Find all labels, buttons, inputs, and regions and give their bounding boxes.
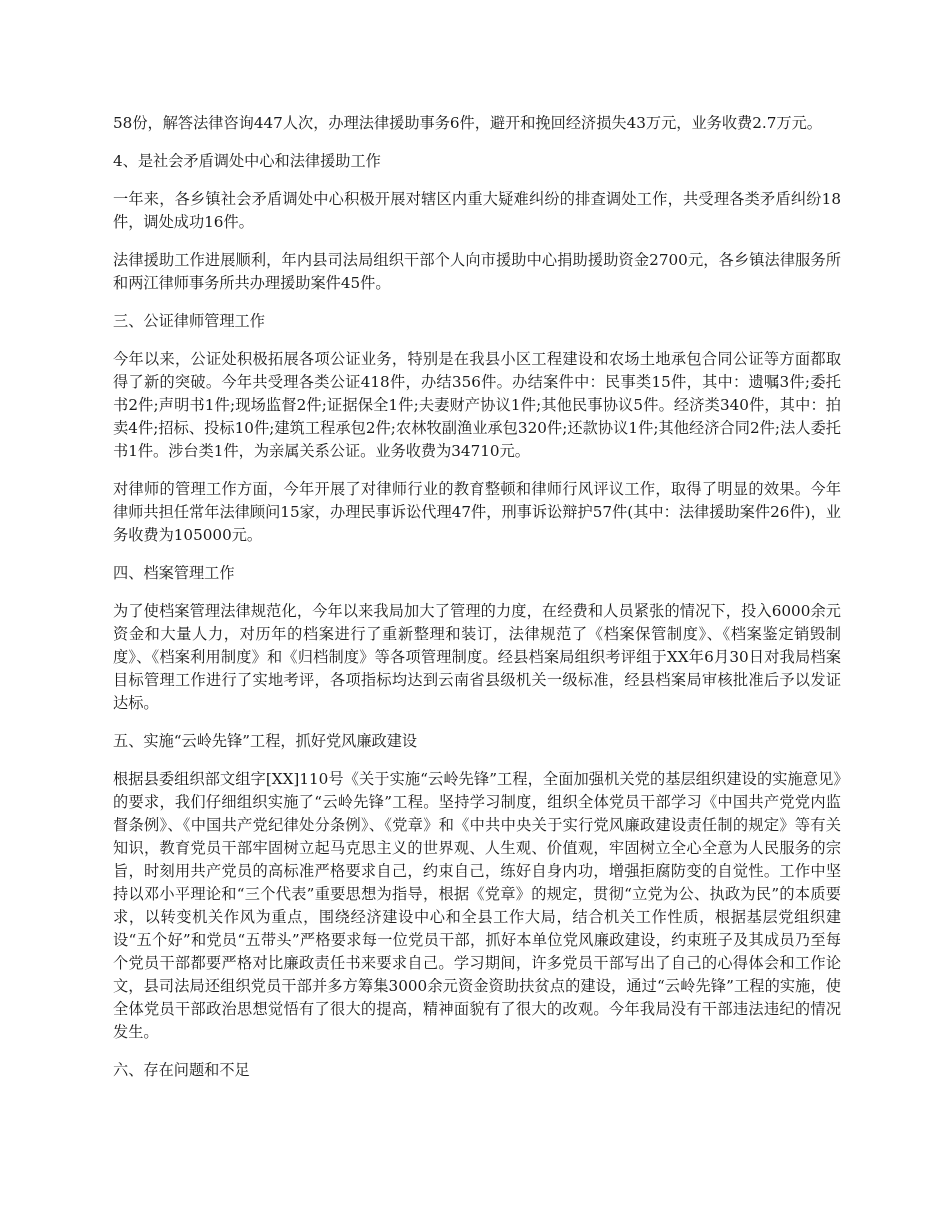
document-page — [113, 112, 841, 1097]
heading-archive-management: 四、档案管理工作 — [113, 564, 235, 582]
heading-problems-shortcomings: 六、存在问题和不足 — [113, 1061, 250, 1079]
paragraph-legal-aid-stats: 58份，解答法律咨询447人次，办理法律援助事务6件，避开和挽回经济损失43万元，业务收费2.7万元。 — [113, 114, 822, 132]
paragraph-mediation-disputes: 一年来，各乡镇社会矛盾调处中心积极开展对辖区内重大疑难纠纷的排查调处工作，共受理各类矛盾纠纷18件，调处成功16件。 — [113, 190, 841, 231]
paragraph-notary-business: 今年以来，公证处积极拓展各项公证业务，特别是在我县小区工程建设和农场土地承包合同公证等方面都取得了新的突破。今年共受理各类公证418件，办结356件。办结案件中：民事类15件，其中：遗嘱3件;委托书2件;声明书1件;现场监督2件;证据保全1件;夫妻财产协议1件;其他民事协议5件。经济类340件，其中：拍卖4件;招标、投标10件;建筑工程承包2件;农林牧副渔业承包320件;还款协议1件;其他经济合同2件;法人委托书1件。涉台类1件，为亲属关系公证。业务收费为34710元。 — [113, 350, 841, 460]
paragraph-yunling-pioneer: 根据县委组织部文组字[XX]110号《关于实施“云岭先锋”工程，全面加强机关党的基层组织建设的实施意见》的要求，我们仔细组织实施了“云岭先锋”工程。坚持学习制度，组织全体党员干部学习《中国共产党党内监督条例》、《中国共产党纪律处分条例》、《党章》和《中共中央关于实行党风廉政建设责任制的规定》等有关知识，教育党员干部牢固树立起马克思主义的世界观、人生观、价值观，牢固树立全心全意为人民服务的宗旨，时刻用共产党员的高标准严格要求自己，约束自己，练好自身内功，增强拒腐防变的自觉性。工作中坚持以邓小平理论和“三个代表”重要思想为指导，根据《党章》的规定，贯彻“立党为公、执政为民”的本质要求，以转变机关作风为重点，围绕经济建设中心和全县工作大局，结合机关工作性质，根据基层党组织建设“五个好”和党员“五带头”严格要求每一位党员干部，抓好本单位党风廉政建设，约束班子及其成员乃至每个党员干部都要严格对比廉政责任书来要求自己。学习期间，许多党员干部写出了自己的心得体会和工作论文，县司法局还组织党员干部并多方筹集3000余元资金资助扶贫点的建设，通过“云岭先锋”工程的实施，使全体党员干部政治思想觉悟有了很大的提高，精神面貌有了很大的改观。今年我局没有干部违法违纪的情况发生。 — [113, 770, 841, 1041]
heading-yunling-pioneer: 五、实施“云岭先锋”工程，抓好党风廉政建设 — [113, 732, 418, 750]
paragraph-lawyer-management: 对律师的管理工作方面，今年开展了对律师行业的教育整顿和律师行风评议工作，取得了明显的效果。今年律师共担任常年法律顾问15家，办理民事诉讼代理47件，刑事诉讼辩护57件(其中：法律援助案件26件)，业务收费为105000元。 — [113, 480, 841, 544]
paragraph-archive-management: 为了使档案管理法律规范化，今年以来我局加大了管理的力度，在经费和人员紧张的情况下，投入6000余元资金和大量人力，对历年的档案进行了重新整理和装订，法律规范了《档案保管制度》、《档案鉴定销毁制度》、《档案利用制度》和《归档制度》等各项管理制度。经县档案局组织考评组于XX年6月30日对我局档案目标管理工作进行了实地考评，各项指标均达到云南省县级机关一级标准，经县档案局审核批准后予以发证达标。 — [113, 602, 841, 712]
heading-mediation-center: 4、是社会矛盾调处中心和法律援助工作 — [113, 152, 381, 170]
paragraph-legal-aid-funding: 法律援助工作进展顺利，年内县司法局组织干部个人向市援助中心捐助援助资金2700元，各乡镇法律服务所和两江律师事务所共办理援助案件45件。 — [113, 251, 841, 292]
heading-notary-lawyer-management: 三、公证律师管理工作 — [113, 312, 265, 330]
